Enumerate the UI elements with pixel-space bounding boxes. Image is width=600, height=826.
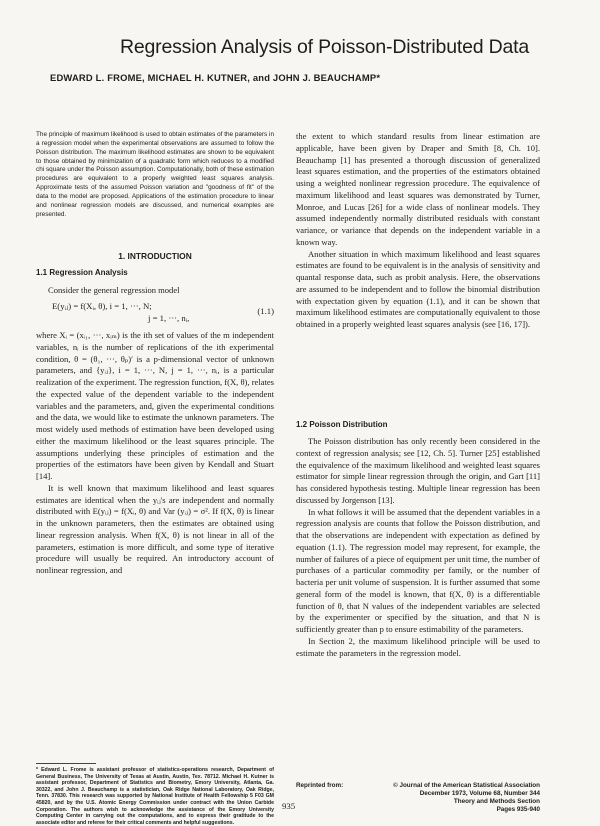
right-column-bottom [296,436,540,779]
paragraph-right-2: Another situation in which maximum likelihood and least squares estimates are found to be equivalent is in the analysis of sensitivity and quantal response data, such as probit analysis. Here, the observations are assumed to be independent and to follow the binomial distribution with expectation given by equation (1.1), and it can be shown that maximum likelihood estimates are computationally equivalent to those obtained in a properly weighted least squares analysis (see [16, 17]). [296,248,540,329]
journal-name: © Journal of the American Statistical Association [393,782,540,789]
journal-section: Theory and Methods Section [453,798,540,806]
subsection-heading-regression-analysis: 1.1 Regression Analysis [36,268,128,277]
left-column-body [36,330,274,763]
journal-issue: December 1973, Volume 68, Number 344 [419,790,540,798]
equation-label: (1.1) [257,306,274,316]
paragraph-right-5: In Section 2, the maximum likelihood principle will be used to estimate the parameters in the regression model. [296,635,540,658]
intro-sentence [36,285,274,297]
page-number: 935 [282,801,296,811]
equation-1-1 [52,300,274,324]
footnote-rule [36,763,96,764]
paragraph-left-1: where Xᵢ = (xᵢ₁, ···, xᵢₘ) is the ith set of values of the m independent variables, nᵢ is the number of replications of the ith experimental condition, θ = (θ₁, ···, θₚ)′ is a p-dimensional vector of unknown parameters, and {yᵢⱼ}, i = 1, ···, N, j = 1, ···, nᵢ, is a particular realization of the experiment. The regression function, f(X, θ), relates the expected value of the dependent variable to the independent variables and the parameters, and, given the experimental conditions and the data, we would like to estimate the unknown parameters. The most widely used methods of estimation have been developed using either the maximum likelihood or the least squares principle. The assumptions underlying these principles of estimation and the properties of the estimators have been given by Kendall and Stuart [14]. [36,330,274,481]
journal-citation [393,782,540,814]
paragraph-right-1: the extent to which standard results from linear estimation are applicable, have been given by Draper and Smith [8, Ch. 10]. Beauchamp [1] has presented a thorough discussion of generalized least squares estimation, and the properties of the estimators obtained using a weighted nonlinear regression procedure. The equivalence of maximum likelihood and least squares was demonstrated by Turner, Monroe, and Lucas [26] for a wide class of nonlinear models. They assumed independently normally distributed residuals with constant variance, or variance that depends on the independent variable in a known way. [296,131,540,247]
equation-line-2 [52,312,274,324]
paper-title: Regression Analysis of Poisson-Distributed Data [120,36,529,58]
equation-line-1 [52,300,274,316]
paragraph-right-4: In what follows it will be assumed that the dependent variables in a regression analysis are counts that follow the Poisson distribution, and that the observations are independent with expectation as defined by equation (1.1). The regression model may represent, for example, the number of failures of a piece of equipment per unit time, the number of purchases of a particular commodity per family, or the number of bacteria per unit volume of suspension. It is further assumed that some general form of the model is known, that f(X, θ) is a differentiable function of θ, that N values of the independent variables are selected by the experimenter or specified by the situation, and that N is sufficiently greater than p to ensure estimability of the parameters. [296,506,540,634]
intro-text: Consider the general regression model [48,285,180,295]
subsection-heading-poisson: 1.2 Poisson Distribution [296,420,388,429]
author-line: EDWARD L. FROME, MICHAEL H. KUTNER, and JOHN J. BEAUCHAMP* [50,72,381,83]
author-footnote: * Edward L. Frome is assistant professor of statistics-operations research, Department of General Business, The University of Texas at Austin, Austin, Tex. 78712. Michael H. Kutner is assistant professor, Department of Statistics and Biometry, Emory University, Atlanta, Ga. 30322, and John J. Beauchamp is a statistician, Oak Ridge National Laboratory, Oak Ridge, Tenn. 37830. This research was supported by National Institute of Health Fellowship 5 F03 GM 45820, and by the U.S. Atomic Energy Commission under contract with the Union Carbide Corporation. The authors wish to acknowledge the assistance of the Emory University Computing Center in carrying out the computations, and to express their gratitude to the associate editor and referee for their critical comments and helpful suggestions. [36,767,274,826]
paragraph-right-3: The Poisson distribution has only recently been considered in the context of regression analysis; see [12, Ch. 5]. Turner [25] established the equivalence of the maximum likelihood and weighted least squares estimator for simple linear regression through the origin, and Gart [11] has considered hypothesis testing. Multiple linear regression has been discussed by Jorgenson [13]. [296,436,540,505]
equation-text-2: j = 1, ···, nᵢ, [148,313,190,323]
abstract: The principle of maximum likelihood is used to obtain estimates of the parameters in a regression model when the experimental observations are assumed to follow the Poisson distribution. The maximum likelihood estimates are shown to be equivalent to those obtained by minimization of a quadratic form which reduces to a modified chi square under the Poisson assumption. Computationally, both of these estimation procedures are equivalent to a properly weighted least squares analysis. Approximate tests of the assumed Poisson variation and "goodness of fit" of the data to the model are proposed. Applications of the estimation procedure to linear and nonlinear regression models are discussed, and numerical examples are presented. [36,131,274,218]
journal-pages: Pages 935-940 [496,806,540,814]
equation-text-1: E(yᵢⱼ) = f(Xᵢ, θ), i = 1, ···, N; [52,301,152,311]
right-column-top [296,131,540,415]
section-heading-introduction: 1. INTRODUCTION [118,251,192,261]
reprint-notice [296,782,540,814]
paragraph-left-2: It is well known that maximum likelihood and least squares estimates are identical when the yᵢⱼ's are independent and normally distributed with E(yᵢⱼ) = f(Xᵢ, θ) and Var (yᵢⱼ) = σ². If f(X, θ) is linear in the unknown parameters, then the estimates are obtained using linear regression analysis. When f(X, θ) is not linear in all of the parameters, estimation is more difficult, and some type of iterative procedure will usually be required. An introductory account of nonlinear regression, and [36,482,274,575]
reprint-label: Reprinted from: [296,782,344,789]
